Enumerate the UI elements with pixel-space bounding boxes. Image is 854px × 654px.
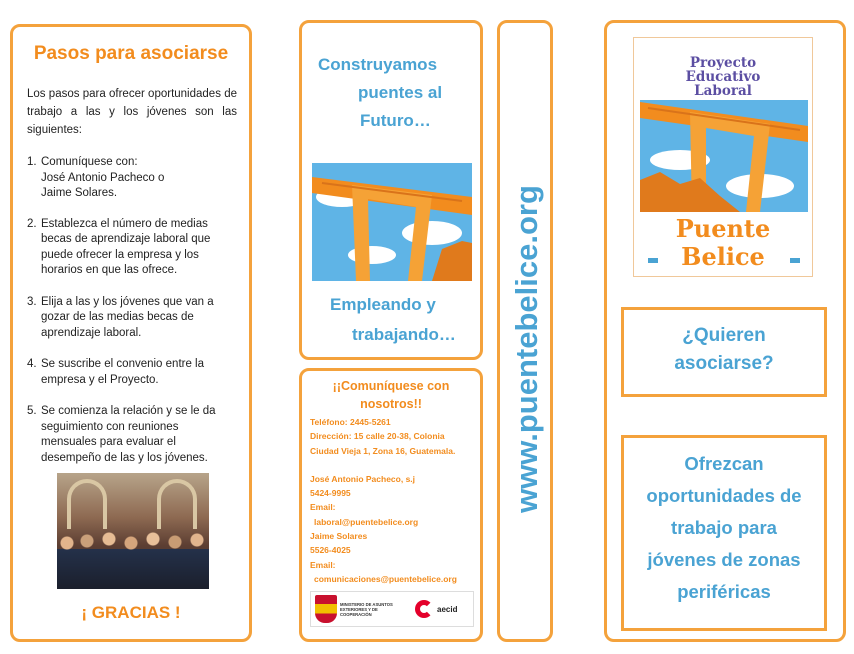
- logo-heading-line: Laboral: [694, 83, 752, 99]
- step-number: 3.: [27, 295, 37, 308]
- contact-panel: [299, 368, 483, 642]
- photo-arch: [67, 479, 107, 529]
- logo-heading: [634, 56, 812, 98]
- contact-phone: 5424-9995: [310, 488, 351, 499]
- step-item: [27, 155, 237, 202]
- slogan-line: puentes al: [358, 83, 443, 102]
- step-line: Comuníquese con:: [41, 156, 138, 168]
- logo-heading-line: Educativo: [685, 69, 761, 85]
- contact-details: [310, 415, 476, 586]
- step-line: José Antonio Pacheco o: [41, 171, 165, 184]
- steps-title: Pasos para asociarse: [33, 43, 229, 64]
- coat-of-arms-icon: [315, 595, 337, 623]
- question-line: asociarse?: [674, 353, 774, 374]
- website-url[interactable]: www.puentebelice.org: [509, 185, 544, 513]
- question-text: [624, 322, 824, 378]
- offer-box: [621, 435, 827, 631]
- thanks-text: ¡ GRACIAS !: [81, 603, 181, 622]
- step-item: [27, 404, 237, 466]
- offer-line: periféricas: [677, 581, 771, 602]
- project-logo: [633, 37, 813, 277]
- cover-panel: [604, 20, 846, 642]
- logo-heading-line: Proyecto: [689, 55, 757, 71]
- sponsor-logos: [310, 591, 474, 627]
- photo-crowd: [57, 529, 209, 589]
- spine-panel: [497, 20, 553, 642]
- logo-name: Puente: [675, 214, 771, 243]
- step-text: Se suscribe el convenio entre la empresa y el Proyecto.: [41, 358, 205, 386]
- offer-line: jóvenes de zonas: [647, 549, 801, 570]
- email-link[interactable]: laboral@puentebelice.org: [314, 516, 419, 527]
- group-photo: [57, 473, 209, 589]
- step-number: 5.: [27, 405, 37, 417]
- email-link[interactable]: comunicaciones@puentebelice.org: [314, 573, 457, 584]
- aecid-text: aecid: [437, 604, 458, 614]
- logo-name: Belice: [681, 242, 765, 271]
- steps-list: [27, 155, 237, 466]
- offer-line: oportunidades de: [646, 485, 802, 506]
- photo-arch: [157, 479, 197, 529]
- logo-bridge-illustration: [640, 100, 808, 212]
- slogan-panel: [299, 20, 483, 360]
- slogan-line: Empleando y: [330, 295, 436, 314]
- aecid-c-icon: [415, 600, 433, 618]
- slogan-line: Construyamos: [318, 55, 438, 74]
- step-item: [27, 295, 237, 342]
- step-number: 4.: [27, 358, 37, 370]
- step-text: Establezca el número de medias becas de aprendizaje laboral que puede ofrecer la empresa y los horarios en que las ofrece.: [41, 217, 211, 276]
- address-line: Ciudad Vieja 1, Zona 16, Guatemala.: [310, 445, 456, 456]
- bridge-illustration: [312, 163, 472, 281]
- step-text: Se comienza la relación y se le da seguimiento con reuniones mensuales para evaluar el desempeño de las y los jóvenes.: [41, 405, 216, 464]
- offer-line: trabajo para: [671, 517, 777, 538]
- question-line: ¿Quieren: [682, 325, 766, 346]
- contact-phone: 5526-4025: [310, 545, 351, 556]
- step-item: [27, 217, 237, 279]
- steps-panel: [10, 24, 252, 642]
- step-item: [27, 357, 237, 388]
- step-number: 1.: [27, 156, 37, 168]
- step-line: Jaime Solares.: [41, 187, 118, 199]
- contact-name: Jaime Solares: [310, 531, 368, 542]
- contact-heading-line: nosotros!!: [360, 397, 422, 411]
- contact-heading: [302, 377, 480, 413]
- ministry-logo: [311, 592, 407, 626]
- slogan-line: Futuro…: [360, 111, 431, 130]
- step-text: Elija a las y los jóvenes que van a gozar de las medias becas de aprendizaje laboral.: [41, 295, 214, 339]
- steps-intro: Los pasos para ofrecer oportunidades de trabajo a las y los jóvenes son las siguientes:: [27, 88, 237, 136]
- aecid-logo: [407, 600, 457, 618]
- contact-name: José Antonio Pacheco, s.j: [310, 473, 416, 484]
- ministry-text: MINISTERIO DE ASUNTOS EXTERIORES Y DE COOPERACIÓN: [340, 601, 393, 617]
- question-box: [621, 307, 827, 397]
- offer-text: [624, 448, 824, 608]
- logo-dash: [790, 258, 800, 263]
- contact-heading-line: ¡¡Comuníquese con: [332, 379, 450, 393]
- step-text: [41, 155, 237, 202]
- step-number: 2.: [27, 217, 37, 230]
- email-label: Email:: [310, 502, 336, 513]
- offer-line: Ofrezcan: [684, 453, 764, 474]
- email-label: Email:: [310, 559, 336, 570]
- address-line: Dirección: 15 calle 20-38, Colonia: [310, 431, 445, 442]
- phone-line: Teléfono: 2445-5261: [310, 417, 391, 427]
- slogan-line: trabajando…: [352, 325, 456, 344]
